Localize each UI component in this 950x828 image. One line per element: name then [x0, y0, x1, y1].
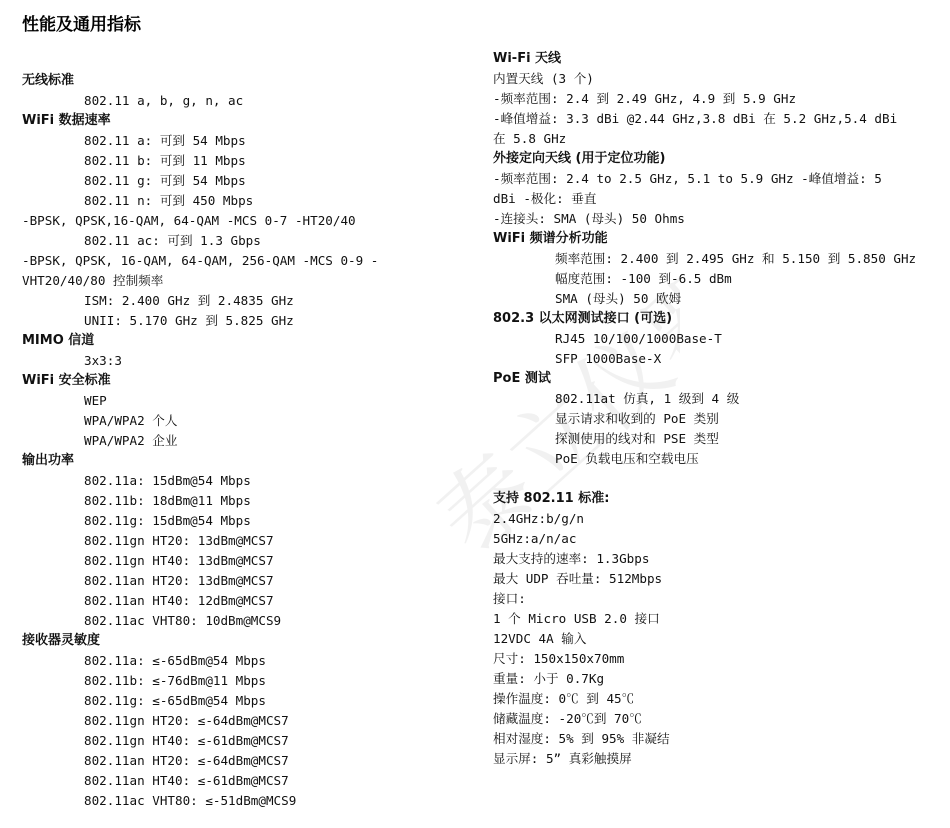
right-spec-line: 频率范围: 2.400 到 2.495 GHz 和 5.150 到 5.850 GHz	[555, 251, 917, 266]
left-spec-line: 802.11an HT40: 12dBm@MCS7	[84, 593, 274, 608]
left-spec-line: 802.11b: 18dBm@11 Mbps	[84, 493, 251, 508]
right-spec-line: 12VDC 4A 输入	[493, 631, 587, 646]
left-spec-line: 3x3:3	[84, 353, 122, 368]
right-spec-line: RJ45 10/100/1000Base-T	[555, 331, 722, 346]
right-spec-line: -峰值增益: 3.3 dBi @2.44 GHz,3.8 dBi 在 5.2 GHz,5.4 dBi	[493, 111, 898, 126]
right-section-heading: 802.3 以太网测试接口 (可选)	[493, 311, 673, 326]
right-spec-line: 在 5.8 GHz	[493, 131, 567, 146]
left-section-heading: 输出功率	[22, 453, 75, 468]
right-spec-line: SMA (母头) 50 欧姆	[555, 291, 682, 306]
right-spec-line: -连接头: SMA (母头) 50 Ohms	[493, 211, 685, 226]
left-spec-line: 802.11ac VHT80: ≤-51dBm@MCS9	[84, 793, 297, 808]
left-section-heading: WiFi 数据速率	[22, 113, 111, 128]
left-spec-line: 802.11 a, b, g, n, ac	[84, 93, 244, 108]
right-spec-line: 幅度范围: -100 到-6.5 dBm	[555, 271, 732, 286]
left-spec-line: 802.11ac VHT80: 10dBm@MCS9	[84, 613, 282, 628]
left-spec-line: 802.11an HT40: ≤-61dBm@MCS7	[84, 773, 289, 788]
right-spec-line: 显示请求和收到的 PoE 类别	[555, 411, 719, 426]
left-spec-line: WPA/WPA2 企业	[84, 433, 178, 448]
right-section-heading: 外接定向天线 (用于定位功能)	[493, 151, 666, 166]
left-spec-line: WEP	[84, 393, 107, 408]
right-spec-line: 最大支持的速率: 1.3Gbps	[493, 551, 650, 566]
left-spec-line: 802.11g: ≤-65dBm@54 Mbps	[84, 693, 266, 708]
left-spec-line: 802.11gn HT40: 13dBm@MCS7	[84, 553, 274, 568]
right-spec-line: 相对湿度: 5% 到 95% 非凝结	[493, 731, 670, 746]
right-spec-line: 储藏温度: -20℃到 70℃	[493, 711, 642, 726]
left-spec-line: 802.11b: ≤-76dBm@11 Mbps	[84, 673, 266, 688]
right-section-heading: PoE 测试	[493, 371, 551, 386]
right-spec-line: 显示屏: 5” 真彩触摸屏	[493, 751, 632, 766]
right-spec-line: -频率范围: 2.4 到 2.49 GHz, 4.9 到 5.9 GHz	[493, 91, 797, 106]
left-spec-line: UNII: 5.170 GHz 到 5.825 GHz	[84, 313, 294, 328]
left-spec-line: 802.11gn HT20: ≤-64dBm@MCS7	[84, 713, 289, 728]
right-spec-line: -频率范围: 2.4 to 2.5 GHz, 5.1 to 5.9 GHz -峰值增益: 5	[493, 171, 882, 186]
right-spec-line: 探测使用的线对和 PSE 类型	[555, 431, 719, 446]
page-title: 性能及通用指标	[22, 15, 141, 35]
left-spec-line: 802.11g: 15dBm@54 Mbps	[84, 513, 251, 528]
left-spec-line: 802.11 b: 可到 11 Mbps	[84, 153, 246, 168]
right-spec-line: 1 个 Micro USB 2.0 接口	[493, 611, 660, 626]
left-section-heading: MIMO 信道	[22, 333, 95, 348]
watermark-text: 泰立仪器	[416, 249, 680, 570]
left-spec-line: 802.11 ac: 可到 1.3 Gbps	[84, 233, 261, 248]
right-spec-line: 尺寸: 150x150x70mm	[493, 651, 625, 666]
left-spec-line: 802.11 g: 可到 54 Mbps	[84, 173, 246, 188]
right-section-heading: Wi-Fi 天线	[493, 51, 562, 66]
left-spec-line: 802.11a: 15dBm@54 Mbps	[84, 473, 251, 488]
left-column	[22, 71, 472, 811]
right-spec-line: 5GHz:a/n/ac	[493, 531, 577, 546]
right-spec-line: 最大 UDP 吞吐量: 512Mbps	[493, 571, 663, 586]
right-column	[493, 49, 943, 769]
right-section-heading: WiFi 频谱分析功能	[493, 231, 608, 246]
right-spec-line: 重量: 小于 0.7Kg	[493, 671, 605, 686]
right-spec-line: 操作温度: 0℃ 到 45℃	[493, 691, 635, 706]
left-spec-line: ISM: 2.400 GHz 到 2.4835 GHz	[84, 293, 294, 308]
right-spec-line: 802.11at 仿真, 1 级到 4 级	[555, 391, 740, 406]
left-spec-line: -BPSK, QPSK, 16-QAM, 64-QAM, 256-QAM -MCS 0-9 -	[22, 253, 379, 268]
right-spec-line: dBi -极化: 垂直	[493, 191, 597, 206]
left-spec-line: 802.11gn HT20: 13dBm@MCS7	[84, 533, 274, 548]
right-spec-line: SFP 1000Base-X	[555, 351, 662, 366]
left-section-heading: 无线标准	[22, 73, 75, 88]
right-spec-line: PoE 负载电压和空载电压	[555, 451, 699, 466]
left-spec-line: 802.11a: ≤-65dBm@54 Mbps	[84, 653, 266, 668]
right-section-heading: 支持 802.11 标准:	[493, 491, 610, 506]
right-spec-line: 内置天线 (3 个)	[493, 71, 594, 86]
left-spec-line: 802.11an HT20: ≤-64dBm@MCS7	[84, 753, 289, 768]
left-section-heading: WiFi 安全标准	[22, 373, 111, 388]
left-spec-line: 802.11an HT20: 13dBm@MCS7	[84, 573, 274, 588]
left-spec-line: 802.11 n: 可到 450 Mbps	[84, 193, 254, 208]
left-section-heading: 接收器灵敏度	[22, 633, 101, 648]
right-spec-line: 接口:	[493, 591, 526, 606]
left-spec-line: VHT20/40/80 控制频率	[22, 273, 164, 288]
left-spec-line: -BPSK, QPSK,16-QAM, 64-QAM -MCS 0-7 -HT20/40	[22, 213, 356, 228]
left-spec-line: WPA/WPA2 个人	[84, 413, 178, 428]
right-spec-line: 2.4GHz:b/g/n	[493, 511, 584, 526]
left-spec-line: 802.11gn HT40: ≤-61dBm@MCS7	[84, 733, 289, 748]
left-spec-line: 802.11 a: 可到 54 Mbps	[84, 133, 246, 148]
right-spec-line	[493, 469, 943, 489]
